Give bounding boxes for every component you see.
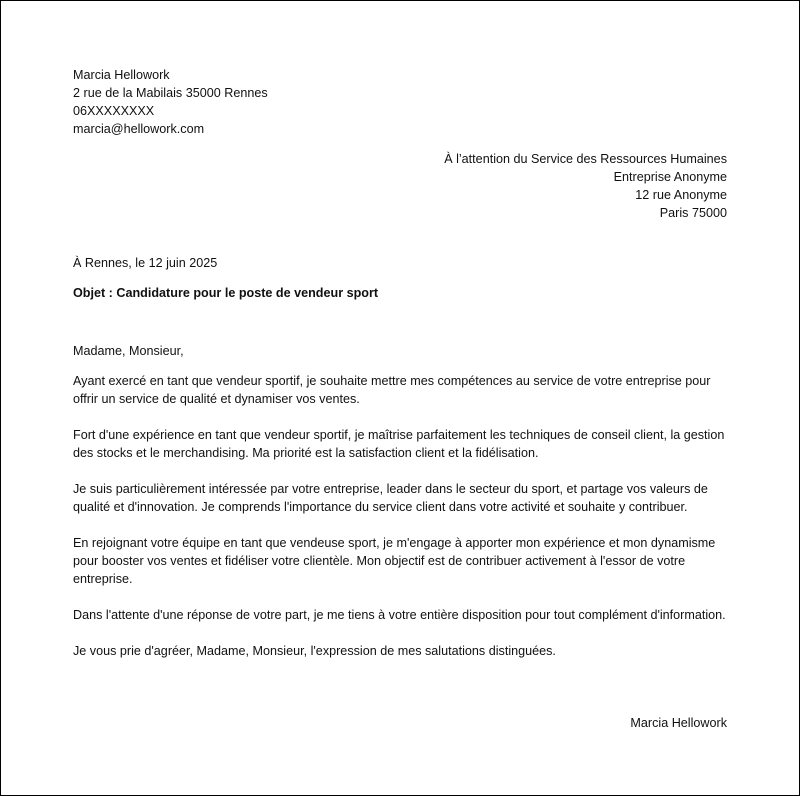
sender-address: 2 rue de la Mabilais 35000 Rennes — [73, 86, 268, 100]
body-paragraph: Dans l'attente d'une réponse de votre part, je me tiens à votre entière disposition pour tout complément d'information. — [73, 608, 726, 622]
body-paragraph: Ayant exercé en tant que vendeur sportif, je souhaite mettre mes compétences au service de votre entreprise pour offrir un service de qualité et dynamiser vos ventes. — [73, 374, 711, 406]
recipient-company: Entreprise Anonyme — [613, 170, 727, 184]
recipient-city: Paris 75000 — [659, 206, 727, 220]
recipient-attention: À l’attention du Service des Ressources Humaines — [444, 152, 727, 166]
salutation: Madame, Monsieur, — [73, 344, 184, 358]
subject-line: Objet : Candidature pour le poste de vendeur sport — [73, 286, 379, 300]
sender-email: marcia@hellowork.com — [73, 122, 205, 136]
sender-block — [73, 66, 268, 138]
body-paragraph: Fort d'une expérience en tant que vendeur sportif, je maîtrise parfaitement les techniques de conseil client, la gestion des stocks et le merchandising. Ma priorité est la satisfaction client et la fidélisation. — [73, 428, 725, 460]
date-line: À Rennes, le 12 juin 2025 — [73, 256, 218, 270]
closing-paragraph: Je vous prie d'agréer, Madame, Monsieur, l'expression de mes salutations distinguées. — [73, 644, 556, 658]
body-paragraph: En rejoignant votre équipe en tant que vendeuse sport, je m'engage à apporter mon expérience et mon dynamisme pour booster vos ventes et fidéliser votre clientèle. Mon objectif est de contribuer activement à l'essor de votre entreprise. — [73, 536, 716, 586]
recipient-block — [444, 150, 727, 222]
signature: Marcia Hellowork — [630, 716, 727, 730]
sender-name: Marcia Hellowork — [73, 68, 170, 82]
recipient-street: 12 rue Anonyme — [635, 188, 727, 202]
sender-phone: 06XXXXXXXX — [73, 104, 155, 118]
body-paragraph: Je suis particulièrement intéressée par votre entreprise, leader dans le secteur du sport, et partage vos valeurs de qualité et d'innovation. Je comprends l'importance du service client dans votre activité et souhaite y contribuer. — [73, 482, 708, 514]
letter-body — [73, 342, 729, 678]
